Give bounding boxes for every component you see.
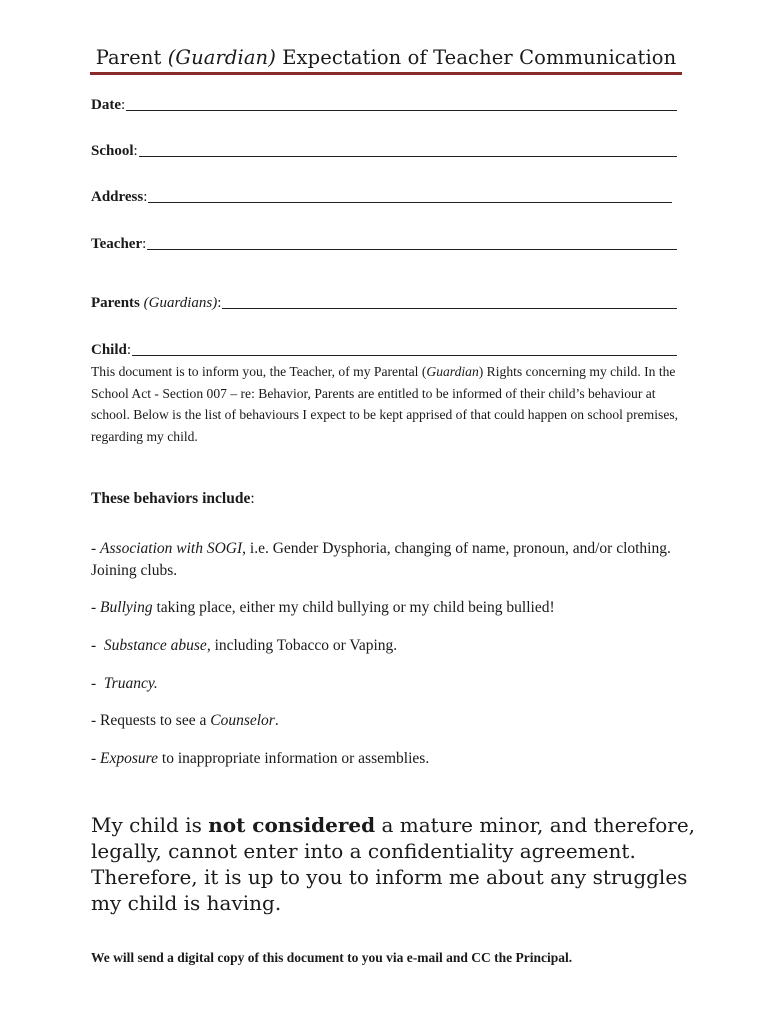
behavior-item-bullying — [91, 597, 691, 619]
behavior-italic: Substance abuse — [103, 637, 207, 654]
date-colon: : — [121, 97, 126, 113]
behavior-italic: Exposure — [100, 750, 159, 767]
behavior-item-counselor — [91, 710, 691, 732]
behavior-italic: Bullying — [100, 599, 153, 616]
statement-part2: a mature minor, and therefore, legally, cannot enter into a confidentiality agreement. Therefore, it is up to you to inform me about any struggles my child is having. — [91, 813, 696, 915]
teacher-colon: : — [142, 236, 147, 252]
child-label: Child — [91, 342, 127, 358]
behavior-prefix: - Requests to see a — [91, 712, 211, 729]
behavior-prefix: - — [91, 750, 101, 767]
behavior-item-substance — [91, 635, 691, 657]
behavior-prefix: - — [91, 675, 104, 692]
teacher-field[interactable] — [91, 233, 677, 253]
behavior-item-truancy — [91, 673, 691, 695]
address-colon: : — [143, 189, 148, 205]
parents-field[interactable] — [91, 292, 677, 312]
parents-label: Parents — [91, 295, 140, 311]
school-line[interactable] — [139, 156, 677, 157]
behavior-italic: Counselor — [210, 712, 275, 729]
behavior-suffix: , i.e. Gender Dysphoria, changing of name, pronoun, and/or clothing. Joining clubs. — [91, 540, 671, 579]
title-italic: (Guardian) — [167, 46, 276, 69]
title-divider — [90, 72, 682, 75]
footer-note: We will send a digital copy of this document to you via e-mail and CC the Principal. — [91, 950, 573, 965]
title-prefix: Parent — [95, 46, 168, 69]
school-colon: : — [133, 143, 138, 159]
teacher-line[interactable] — [147, 249, 677, 250]
behavior-suffix: to inappropriate information or assemblies. — [158, 750, 430, 767]
behavior-item-sogi — [91, 538, 691, 582]
title-suffix: Expectation of Teacher Communication — [275, 46, 677, 69]
behavior-italic: Association with SOGI — [100, 540, 243, 557]
teacher-label: Teacher — [91, 236, 143, 252]
statement-paragraph — [91, 812, 701, 916]
intro-part1: This document is to inform you, the Teacher, of my Parental ( — [91, 364, 427, 379]
intro-paragraph — [91, 361, 681, 447]
intro-part2: ) Rights concerning my child. In the School Act - Section 007 – re: Behavior, Parents are entitled to be informed of their child’s behaviour at school. Below is the list of behaviours I expect to be kept apprised of that could happen on school premises, regarding my child. — [91, 364, 679, 444]
behavior-prefix: - — [91, 637, 104, 654]
behaviors-heading — [91, 490, 255, 508]
child-colon: : — [126, 342, 132, 358]
parents-colon: : — [217, 295, 222, 311]
child-line[interactable] — [132, 355, 677, 356]
statement-part1: My child is — [91, 813, 209, 837]
school-label: School — [91, 143, 134, 159]
parents-line[interactable] — [222, 308, 677, 309]
behavior-prefix: - — [91, 599, 101, 616]
date-line[interactable] — [126, 110, 677, 111]
behavior-suffix: , including Tobacco or Vaping. — [206, 637, 398, 654]
address-label: Address — [91, 189, 144, 205]
school-field[interactable] — [91, 140, 677, 160]
document-title — [90, 46, 682, 69]
behavior-suffix: . — [274, 712, 279, 729]
address-line[interactable] — [148, 202, 672, 203]
behavior-italic: Truancy. — [103, 675, 158, 692]
intro-italic: Guardian — [426, 364, 479, 379]
child-field[interactable] — [91, 339, 677, 359]
behavior-item-exposure — [91, 748, 691, 770]
behavior-prefix: - — [91, 540, 101, 557]
statement-bold: not considered — [208, 813, 376, 837]
date-field[interactable] — [91, 94, 677, 114]
behaviors-heading-text: These behaviors include — [91, 490, 251, 507]
behavior-suffix: taking place, either my child bullying or my child being bullied! — [152, 599, 555, 616]
address-field[interactable] — [91, 186, 672, 206]
date-label: Date — [91, 97, 121, 113]
behaviors-heading-colon: : — [250, 490, 255, 507]
parents-guardians-label: (Guardians) — [143, 295, 218, 311]
